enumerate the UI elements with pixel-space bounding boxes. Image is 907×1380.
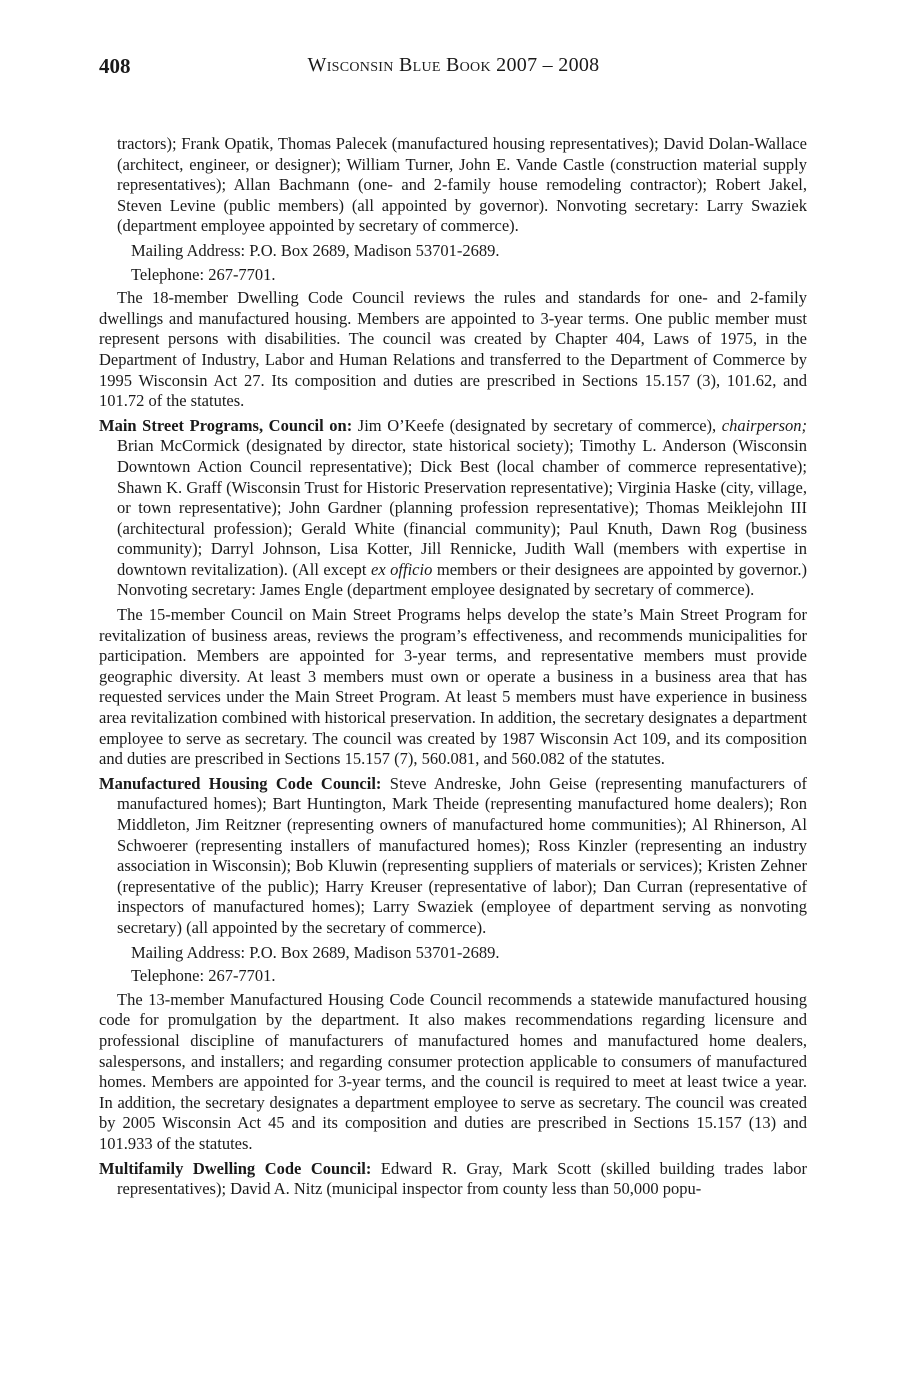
main-street-description: The 15-member Council on Main Street Programs helps develop the state’s Main Street Program for revitalization of business areas, reviews the program’s effectiveness, and recommends municipalities for participation. Members are appointed for 3-year terms, and representative members must provide geographic diversity. At least 3 members must own or operate a business in a business area that has requested services under the Main Street Program. At least 5 members must have experience in business area revitalization combined with historical preservation. In addition, the secretary designates a department employee to serve as secretary. The council was created by 1987 Wisconsin Act 109, and its composition and duties are prescribed in Sections 15.157 (7), 560.081, and 560.082 of the statutes. bbox=[99, 605, 807, 769]
manufactured-housing-mailing-address: Mailing Address: P.O. Box 2689, Madison 53701-2689. bbox=[131, 942, 500, 962]
manufactured-housing-heading: Manufactured Housing Code Council: bbox=[99, 773, 382, 793]
main-street-members-1: Jim O’Keefe (designated by secretary of commerce), bbox=[357, 415, 717, 435]
main-street-chairperson: chairperson; bbox=[721, 415, 807, 435]
running-title: Wisconsin Blue Book 2007 – 2008 bbox=[307, 54, 600, 76]
manufactured-housing-members: Steve Andreske, John Geise (representing manufacturers of manufactured homes); Bart Huntington, Mark Theide (representing manufactured home dealers); Ron Middleton, Jim Reitzner (representing owners of manufactured home communities); Al Rhinerson, Al Schwoerer (representing installers of manufactured homes); Ross Kinzler (representing an industry association in Wisconsin); Bob Kluwin (representing suppliers of materials or services); Kristen Zehner (representative of the public); Harry Kreuser (representative of labor); Dan Curran (representative of inspectors of manufactured homes); Larry Swaziek (employee of department serving as nonvoting secretary) (all appointed by the secretary of commerce). bbox=[117, 773, 808, 937]
manufactured-housing-telephone: Telephone: 267-7701. bbox=[131, 966, 276, 986]
main-street-members-3: members or their designees are appointed by governor.) Nonvoting secretary: James Engle (department employee designated by secretary of commerce). bbox=[117, 559, 808, 600]
dwelling-mailing-address: Mailing Address: P.O. Box 2689, Madison 53701-2689. bbox=[131, 240, 500, 260]
multifamily-heading: Multifamily Dwelling Code Council: bbox=[99, 1158, 372, 1178]
main-street-heading: Main Street Programs, Council on: bbox=[99, 415, 353, 435]
manufactured-housing-council-entry bbox=[99, 774, 807, 939]
dwelling-council-members: tractors); Frank Opatik, Thomas Palecek (manufactured housing representatives); David Dolan-Wallace (architect, engineer, or designer); William Turner, John E. Vande Castle (construction material supply representatives); Allan Bachmann (one- and 2-family house remodeling contractor); Robert Jakel, Steven Levine (public members) (all appointed by governor). Nonvoting secretary: Larry Swaziek (department employee appointed by secretary of commerce). bbox=[117, 134, 807, 236]
page-header bbox=[99, 54, 808, 80]
main-street-members-2: Brian McCormick (designated by director, state historical society); Timothy L. Anderson (Wisconsin Downtown Action Council representative); Dick Best (local chamber of commerce representative); Shawn K. Graff (Wisconsin Trust for Historic Preservation representative); Virginia Haske (city, village, or town representative); John Gardner (planning profession representative); Thomas Meiklejohn III (architectural profession); Gerald White (financial community); Paul Knuth, Dawn Rog (business community); Darryl Johnson, Lisa Kotter, Jill Rennicke, Judith Wall (members with expertise in downtown revitalization). (All except bbox=[117, 436, 807, 579]
multifamily-members: Edward R. Gray, Mark Scott (skilled building trades labor representatives); David A. Nitz (municipal inspector from county less than 50,000 popu- bbox=[117, 1158, 808, 1199]
manufactured-housing-description: The 13-member Manufactured Housing Code Council recommends a statewide manufactured housing code for promulgation by the department. It also makes recommendations regarding licensure and professional discipline of manufacturers of manufactured homes and manufactured home dealers, salespersons, and installers; and regarding consumer protection applicable to consumers of manufactured homes. Members are appointed for 3-year terms, and the council is required to meet at least twice a year. In addition, the secretary designates a department employee to serve as secretary. The council was created by 2005 Wisconsin Act 45 and its composition and duties are prescribed in Sections 15.157 (13) and 101.933 of the statutes. bbox=[99, 989, 807, 1153]
multifamily-council-entry bbox=[99, 1159, 807, 1200]
page-number: 408 bbox=[99, 54, 131, 78]
main-street-ex-officio: ex officio bbox=[371, 559, 433, 579]
main-street-council-entry bbox=[99, 416, 807, 601]
page-body bbox=[99, 134, 807, 1204]
dwelling-council-description: The 18-member Dwelling Code Council reviews the rules and standards for one- and 2-family dwellings and manufactured housing. Members are appointed to 3-year terms. One public member must represent persons with disabilities. The council was created by Chapter 404, Laws of 1975, in the Department of Industry, Labor and Human Relations and transferred to the Department of Commerce by 1995 Wisconsin Act 27. Its composition and duties are prescribed in Sections 15.157 (3), 101.62, and 101.72 of the statutes. bbox=[99, 288, 807, 411]
dwelling-telephone: Telephone: 267-7701. bbox=[131, 264, 276, 284]
